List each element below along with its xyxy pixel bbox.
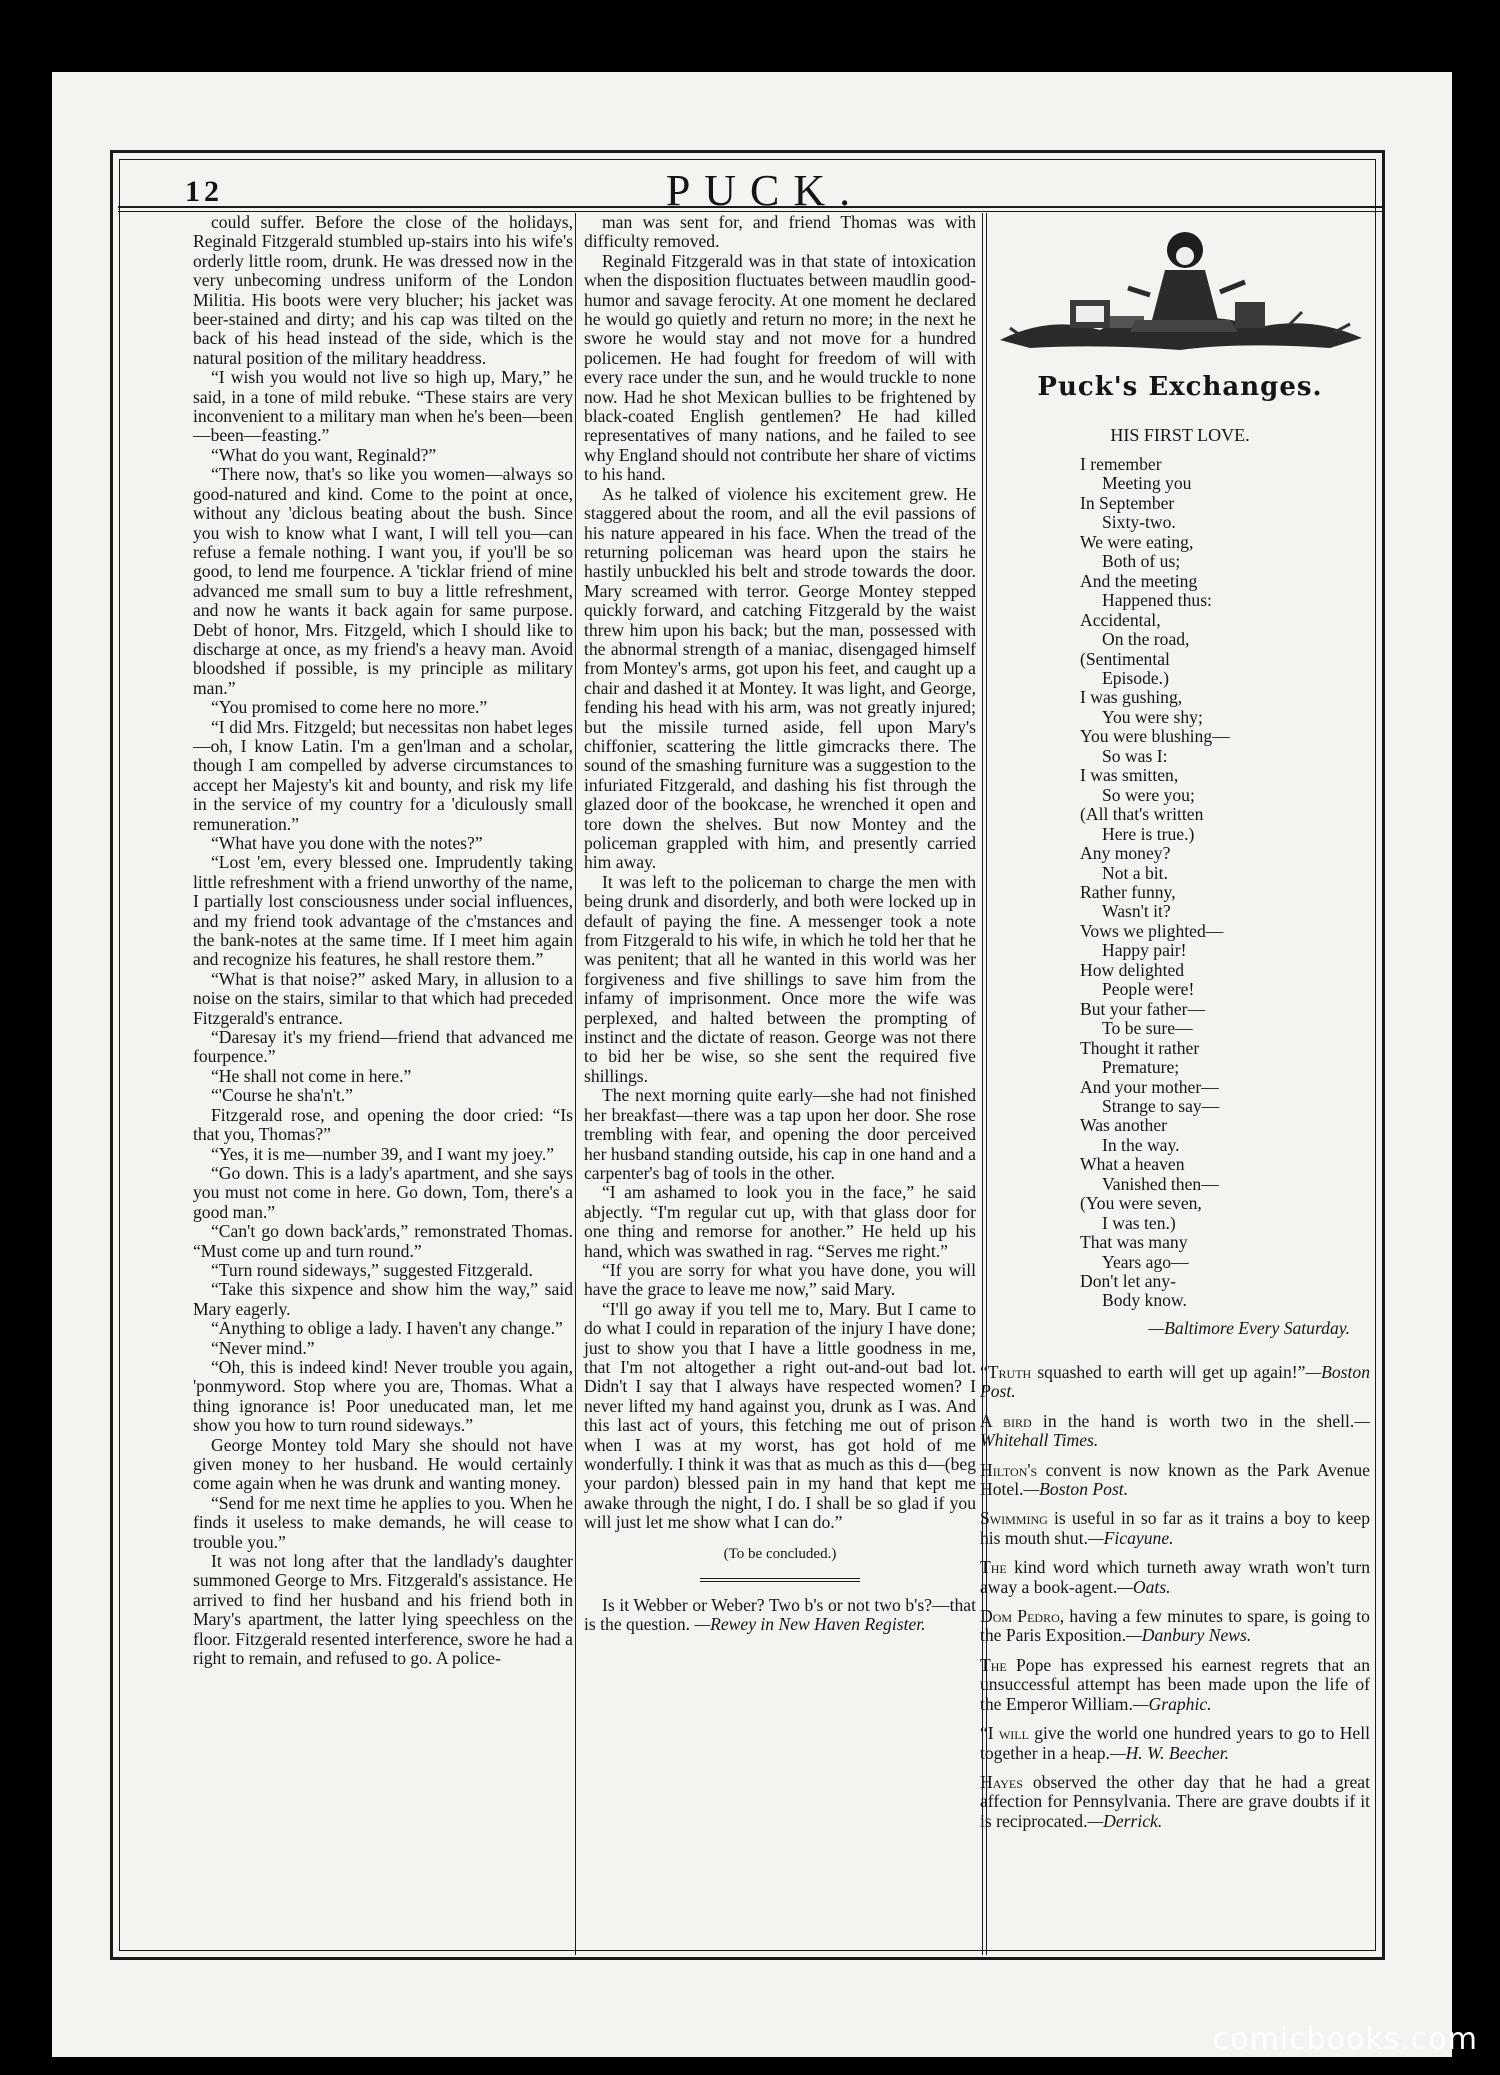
poem-line: Body know. [1102, 1290, 1187, 1311]
exchange-item-text: is useful in so far as it trains a boy to keep his mouth shut. [980, 1508, 1370, 1548]
story-paragraph: “Oh, this is indeed kind! Never trouble you again, 'ponmyword. Stop where you are, Thomas. What a thing ignorance is! Poor uneducated man, let me show you how to turn round sideways.” [193, 1356, 573, 1436]
exchange-item-source: — Whitehall Times. [980, 1410, 1370, 1451]
poem-line: Thought it rather [1080, 1037, 1200, 1058]
poem-line: Meeting you [1102, 473, 1192, 494]
story-paragraph: It was left to the policeman to charge the men with being drunk and disorderly, and both were locked up in default of paying the fine. A messenger took a note from Fitzgerald to his wife, in which he told her that he was penitent; that all he wanted in this world was her forgiveness and five shillings to save him from the infamy of imprisonment. Once more the wife was perplexed, and halted between the prompting of instinct and the dictate of reason. George was not there to bid her be wise, so she sent the required five shillings. [584, 871, 976, 1086]
story-paragraph: “I wish you would not live so high up, Mary,” he said, in a tone of mild rebuke. “These stairs are very inconvenient to a military man when he's been—been—been—feasting.” [193, 367, 573, 446]
exchange-item-lead: “I will [980, 1723, 1029, 1744]
poem-line: Was another [1080, 1115, 1168, 1136]
exchange-item [980, 1656, 1370, 1714]
exchange-item [980, 1412, 1370, 1451]
poem-line: Premature; [1102, 1057, 1180, 1078]
exchanges-vignette-illustration [990, 220, 1370, 370]
exchange-item [980, 1558, 1370, 1597]
story-paragraph: “Lost 'em, every blessed one. Imprudently taking little refreshment with a friend unworthy of the name, I partially lost consciousness under social influences, and my friend took advantage of the c'mstances and the bank-notes at the same time. If I meet him again and recognize his features, he shall restore them.” [193, 852, 573, 970]
exchange-item [980, 1509, 1370, 1548]
story-column-2 [584, 213, 976, 1635]
exchange-item-lead: “Truth [980, 1362, 1032, 1382]
poem-line: So was I: [1102, 745, 1168, 766]
exchange-item-text: convent is now known as the Park Avenue Hotel. [980, 1459, 1370, 1500]
poem-line: Rather funny, [1080, 881, 1176, 902]
story-paragraph: Reginald Fitzgerald was in that state of intoxication when the disposition fluctuates between maudlin good-humor and savage ferocity. At one moment he declared he would go quietly and return no more; in the next he swore he would stay and not move for a hundred policemen. He had fought for freedom of will with every race under the sun, and he would truckle to none now. Had he shot Mexican bullies to be frightened by black-coated English gentlemen? He had killed representatives of many nations, and he failed to see why England should not contribute her share of victims to his hand. [584, 250, 976, 485]
story-paragraph: “I'll go away if you tell me to, Mary. But I came to do what I could in reparation of the injury I have done; just to show you that I have a little goodness in me, that I'm not altogether a right out-and-out bad lot. Didn't I say that I always have respected women? I never lifted my hand against you, drunk as I was. And this last act of yours, this fetching me out of prison when I was at my worst, has got hold of me wonderfully. I think it was that as much as this d—(beg your pardon) blessed pain in my hand that kept me awake through the night, I do. I shall be so glad if you will just let me show what I can do.” [584, 1298, 976, 1533]
story-paragraph: Fitzgerald rose, and opening the door cried: “Is that you, Thomas?” [193, 1104, 573, 1145]
story-paragraph: “What is that noise?” asked Mary, in allusion to a noise on the stairs, similar to that which had preceded Fitzgerald's entrance. [193, 968, 573, 1028]
webber-note-text: Is it Webber or Weber? Two b's or not two b's?—that is the question. [584, 1595, 976, 1635]
poem-title: HIS FIRST LOVE. [1110, 425, 1250, 445]
poem-line: And your mother— [1080, 1076, 1219, 1097]
column-divider [575, 213, 576, 1955]
story-paragraph: “There now, that's so like you women—always so good-natured and kind. Come to the point at once, without any 'diclous beating about the bush. Since you wish to know what I want, I will tell you—can refuse a female nothing. I want you, if you'll be so good, to lend me fourpence. A 'ticklar friend of mine advanced me small sum to buy a little refreshment, and now he wants it back again for same purpose. Debt of honor, Mrs. Fitzgeld, which I should like to discharge at once, as my friend's a heavy man. Avoid bloodshed if possible, is my principle as military man.” [193, 464, 573, 698]
exchange-item-text: squashed to earth will get up again!” [1031, 1362, 1306, 1382]
poem-line: Years ago— [1102, 1251, 1189, 1272]
story-paragraph: “Daresay it's my friend—friend that advanced me fourpence.” [193, 1027, 573, 1067]
story-paragraph: “Never mind.” [211, 1337, 315, 1358]
poem-line: In the way. [1102, 1134, 1180, 1155]
exchange-item-text: Pope has expressed his earnest regrets that an unsuccessful attempt has been made upon the life of the Emperor William. [980, 1654, 1370, 1714]
poem-line: To be sure— [1102, 1018, 1193, 1039]
story-paragraph: man was sent for, and friend Thomas was with difficulty removed. [584, 212, 976, 252]
exchange-item-source: —Ficayune. [1088, 1527, 1174, 1548]
poem-line: Here is true.) [1102, 823, 1195, 844]
story-paragraph: “He shall not come in here.” [211, 1065, 412, 1086]
exchange-item-text: in the hand is worth two in the shell. [1031, 1410, 1355, 1431]
poem-line: On the road, [1102, 629, 1190, 650]
poem-line: Happened thus: [1102, 590, 1212, 611]
exchange-item-source: —Graphic. [1132, 1693, 1212, 1714]
exchange-item-lead: Hilton's [980, 1459, 1038, 1480]
poem-line: I remember [1080, 454, 1162, 474]
header-rule [118, 206, 1384, 208]
poem-line: That was many [1080, 1232, 1188, 1253]
exchange-item-source: —Boston Post. [1023, 1479, 1129, 1500]
poem-line: You were blushing— [1080, 726, 1230, 747]
story-paragraph: “What have you done with the notes?” [211, 833, 483, 853]
poem-his-first-love [1080, 455, 1380, 1311]
poem-line: Strange to say— [1102, 1095, 1220, 1116]
story-paragraph: “Can't go down back'ards,” remonstrated Thomas. “Must come up and turn round.” [193, 1221, 573, 1261]
poem-line: What a heaven [1080, 1154, 1185, 1175]
poem-line: But your father— [1080, 998, 1206, 1019]
watermark: comicbooks.com [1212, 2022, 1478, 2057]
exchange-item-source: —Derrick. [1087, 1810, 1163, 1831]
poem-line: Accidental, [1080, 609, 1161, 630]
poem-line: People were! [1102, 979, 1195, 1000]
webber-note-source: —Rewey in New Haven Register. [694, 1614, 926, 1635]
poem-line: Sixty-two. [1102, 512, 1176, 533]
story-paragraph: “'Course he sha'n't.” [211, 1085, 353, 1106]
poem-line: How delighted [1080, 959, 1185, 980]
story-paragraph: “Turn round sideways,” suggested Fitzgerald. [211, 1259, 533, 1280]
exchange-item [980, 1363, 1370, 1402]
exchange-item-lead: Hayes [980, 1771, 1023, 1792]
story-paragraph: As he talked of violence his excitement grew. He staggered about the room, and all the evil passions of his nature appeared in his face. When the tread of the returning policeman was heard upon the stairs he hastily unbuckled his belt and strode towards the door. Mary screamed with terror. George Montey stepped quickly forward, and catching Fitzgerald by the waist threw him upon his back; but the man, possessed with the abnormal strength of a maniac, disengaged himself from Montey's arms, got upon his feet, and caught up a chair and dashed it at Montey. It was light, and George, fending his head with his arm, was not greatly injured; but the missile turned aside, fell upon Mary's chiffonier, scattering the little gimcracks there. The sound of the smashing furniture was a suggestion to the infuriated Fitzgerald, and dashing his fist through the glazed door of the bookcase, he wrenched it open and tore down the shelves. But now Montey and the policeman grappled with him, and presently carried him away. [584, 483, 976, 873]
exchange-item-lead: Dom Pedro, [980, 1606, 1065, 1627]
exchange-item-lead: A bird [980, 1410, 1032, 1431]
exchange-item-text: give the world one hundred years to go to Hell together in a heap. [980, 1723, 1370, 1763]
poem-line: And the meeting [1080, 570, 1198, 591]
story-paragraph: “Take this sixpence and show him the way,” said Mary eagerly. [193, 1279, 573, 1319]
poem-line: Not a bit. [1102, 862, 1168, 883]
exchange-item-source: —Boston Post. [980, 1362, 1370, 1402]
poem-line: Wasn't it? [1102, 901, 1171, 922]
story-column-2-text [584, 213, 976, 1533]
story-paragraph: The next morning quite early—she had not finished her breakfast—there was a tap upon her door. She rose trembling with fear, and opening the door perceived her husband standing outside, his cap in one hand and a carpenter's bag of tools in the other. [584, 1085, 976, 1183]
story-paragraph: “I did Mrs. Fitzgeld; but necessitas non habet leges—oh, I know Latin. I'm a gen'lman and a scholar, though I am compelled by adverse circumstances to accept her Majesty's kit and bounty, and risk my life in the service of my country for a 'diculously small remuneration.” [193, 716, 573, 834]
poem-line: Vows we plighted— [1080, 920, 1224, 941]
poem-line: Don't let any- [1080, 1271, 1177, 1292]
story-paragraph: “Anything to oblige a lady. I haven't any change.” [211, 1318, 563, 1339]
exchange-item-text: having a few minutes to spare, is going to the Paris Exposition. [980, 1606, 1370, 1646]
webber-note [584, 1596, 976, 1635]
poem-line: Vanished then— [1102, 1173, 1219, 1194]
masthead-title: PUCK. [665, 166, 865, 215]
exchange-item [980, 1724, 1370, 1763]
exchange-item-lead: The [980, 1654, 1007, 1675]
story-column-1 [193, 213, 573, 1668]
story-paragraph: could suffer. Before the close of the holidays, Reginald Fitzgerald stumbled up-stairs into his wife's orderly little room, drunk. He was dressed now in the very unbecoming undress uniform of the London Militia. His boots were very blucher; his jacket was beer-stained and dirty; and his cap was tilted on the back of his head instead of the side, which is the natural position of the military headdress. [193, 212, 573, 368]
story-paragraph: “If you are sorry for what you have done, you will have the grace to leave me now,” said Mary. [584, 1259, 976, 1300]
exchange-item [980, 1773, 1370, 1831]
story-paragraph: “Send for me next time he applies to you. When he finds it useless to make demands, he will cease to trouble you.” [193, 1492, 573, 1552]
poem-line: Any money? [1080, 843, 1171, 864]
exchange-item-text: kind word which turneth away wrath won't turn away a book-agent. [980, 1557, 1370, 1597]
story-paragraph: “What do you want, Reginald?” [211, 444, 437, 465]
to-be-concluded: (To be concluded.) [723, 1545, 837, 1562]
section-rule [700, 1578, 860, 1579]
poem-line: I was ten.) [1102, 1212, 1176, 1233]
poem-line: Both of us; [1102, 551, 1181, 572]
poem-line: In September [1080, 492, 1175, 513]
poem-line: I was gushing, [1080, 687, 1183, 708]
exchange-item-source: —H. W. Beecher. [1109, 1742, 1230, 1763]
poem-line: I was smitten, [1080, 765, 1179, 786]
exchange-item [980, 1461, 1370, 1500]
poem-line: So were you; [1102, 784, 1195, 805]
poem-line: You were shy; [1102, 706, 1203, 727]
poem-line: We were eating, [1080, 531, 1194, 552]
exchange-item-text: observed the other day that he had a great affection for Pennsylvania. There are grave doubts if it is reciprocated. [980, 1771, 1370, 1831]
exchange-item-lead: Swimming [980, 1508, 1048, 1529]
exchange-item-source: —Oats. [1117, 1576, 1171, 1597]
story-paragraph: “You promised to come here no more.” [211, 697, 488, 718]
exchange-item-lead: The [980, 1557, 1007, 1578]
story-paragraph: “Go down. This is a lady's apartment, and she says you must not come in here. Go down, Tom, there's a good man.” [193, 1162, 573, 1222]
story-paragraph: It was not long after that the landlady's daughter summoned George to Mrs. Fitzgerald's assistance. He arrived to find her husband and his friend both in Mary's apartment, the latter lying speechless on the floor. Fitzgerald resented interference, swore he had a right to remain, and refused to go. A police- [193, 1551, 573, 1669]
story-paragraph: “Yes, it is me—number 39, and I want my joey.” [211, 1143, 555, 1164]
poem-line: (You were seven, [1080, 1193, 1202, 1214]
poem-line: (All that's written [1080, 804, 1204, 825]
page-number: 12 [185, 175, 223, 208]
story-paragraph: George Montey told Mary she should not have given money to her husband. He would certainly come again when he was drunk and wanting money. [193, 1434, 573, 1494]
poem-line: Happy pair! [1102, 940, 1187, 961]
exchange-item-source: —Danbury News. [1126, 1625, 1252, 1646]
exchanges-heading: Puck's Exchanges. [1037, 372, 1323, 402]
exchange-item [980, 1607, 1370, 1646]
exchanges-items [980, 1363, 1370, 1841]
poem-source: —Baltimore Every Saturday. [1148, 1318, 1350, 1338]
section-rule [700, 1581, 860, 1582]
poem-line: (Sentimental [1080, 648, 1170, 669]
story-paragraph: “I am ashamed to look you in the face,” he said abjectly. “I'm regular cut up, with that glass door for one thing and remorse for another.” He held up his hand, which was swathed in rag. “Serves me right.” [584, 1182, 976, 1261]
poem-line: Episode.) [1102, 667, 1169, 688]
